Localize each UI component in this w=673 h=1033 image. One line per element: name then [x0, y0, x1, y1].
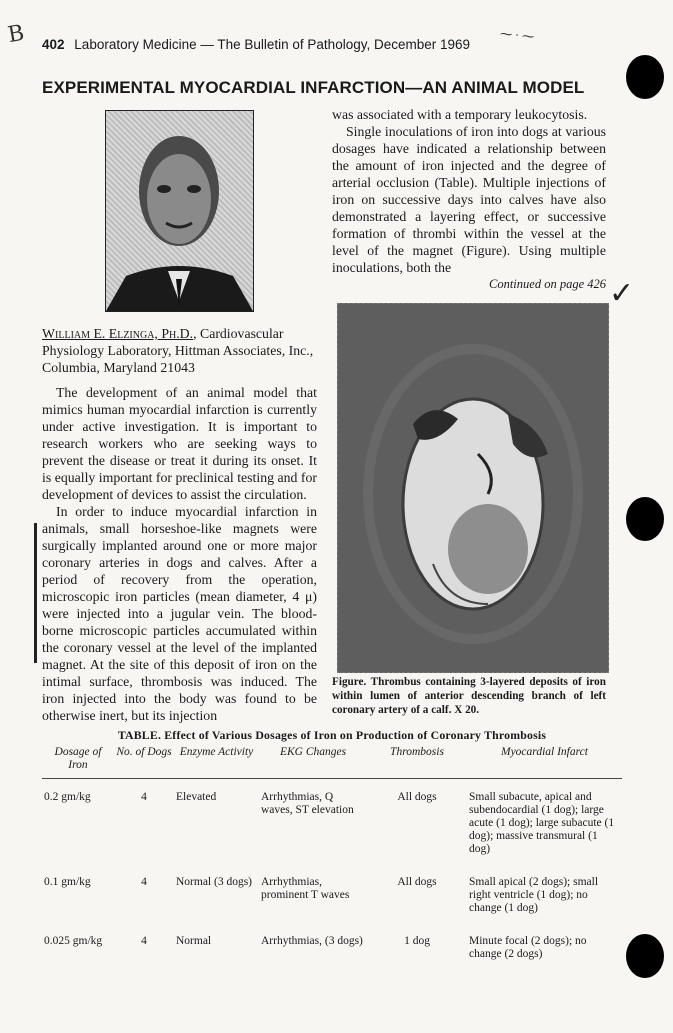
- table-cell: 0.1 gm/kg: [44, 876, 91, 888]
- figure-caption: Figure. Thrombus containing 3-layered deposits of iron within lumen of anterior descending branch of left coronary artery of a calf. X 20.: [332, 676, 606, 716]
- table-row: [42, 929, 622, 975]
- punch-hole: [626, 497, 664, 541]
- table-cell: All dogs: [397, 791, 437, 803]
- check-mark: ✓: [609, 277, 635, 310]
- column-header: Dosage of Iron: [42, 744, 114, 779]
- left-column: [42, 325, 317, 724]
- paragraph: In order to induce myocardial infarction in animals, small horseshoe-like magnets were surgically implanted around one or more major coronary arteries in dogs and calves. After a period of recovery from the operation, microscopic iron particles (mean diameter, 4 μ) were injected into a jugular vein. The blood-borne microscopic particles accumulated within the coronary vessel at the level of the implanted magnet. At the site of this deposit of iron on the intimal surface, thrombosis was induced. The iron injected into the body was found to be otherwise inert, but its injection: [42, 504, 317, 723]
- table-cell: 1 dog: [404, 935, 430, 947]
- running-header: [42, 37, 470, 52]
- handwritten-mark: B: [5, 20, 27, 49]
- table-cell: Arrhythmias, (3 dogs): [261, 935, 363, 947]
- table-cell: 0.025 gm/kg: [44, 935, 103, 947]
- continued-note: Continued on page 426: [488, 277, 606, 291]
- table-cell: All dogs: [397, 876, 437, 888]
- table-cell: Small apical (2 dogs); small right ventricle (1 dog); no change (1 dog): [469, 876, 599, 914]
- table-cell: Normal: [176, 935, 212, 947]
- table-cell: Minute focal (2 dogs); no change (2 dogs): [469, 935, 587, 960]
- right-column: [332, 106, 606, 293]
- paragraph: The development of an animal model that mimics human myocardial infarction is currently under active investigation. It is important to research workers who are seeking ways to prevent the disease or treat it during its onset. It is equally important for preclinical testing and for development of devices to assist the circulation.: [42, 385, 317, 502]
- table-title: TABLE. Effect of Various Dosages of Iron on Production of Coronary Thrombosis: [117, 728, 547, 742]
- table-cell: Elevated: [176, 791, 217, 803]
- column-header: Myocardial Infarct: [467, 744, 622, 779]
- author-affiliation: , Cardiovascular Physiology Laboratory, Hittman Associates, Inc., Columbia, Maryland 21043: [42, 326, 314, 375]
- page-number: 402: [42, 37, 65, 52]
- author-line: [42, 325, 317, 376]
- table-row: [42, 870, 622, 929]
- author-name: William E. Elzinga, Ph.D.: [42, 326, 194, 341]
- margin-scribble: ⁓ · ⁓: [499, 26, 535, 44]
- article-title: EXPERIMENTAL MYOCARDIAL INFARCTION—AN ANIMAL MODEL: [42, 78, 585, 97]
- table-row: [42, 779, 622, 871]
- column-header: EKG Changes: [259, 744, 367, 779]
- results-table: [42, 744, 622, 975]
- table-header-row: [42, 744, 622, 779]
- table-cell: Arrhythmias, Q waves, ST elevation: [261, 791, 354, 816]
- paragraph: was associated with a temporary leukocytosis.: [332, 107, 588, 122]
- author-photo: [105, 110, 254, 312]
- margin-marking: [34, 523, 37, 663]
- table-cell: Arrhythmias, prominent T waves: [261, 876, 350, 901]
- column-header: Thrombosis: [367, 744, 467, 779]
- table-cell: 4: [141, 876, 147, 888]
- punch-hole: [626, 934, 664, 978]
- column-header: Enzyme Activity: [174, 744, 259, 779]
- micrograph-figure: [337, 303, 609, 673]
- column-header: No. of Dogs: [114, 744, 174, 779]
- paragraph: Single inoculations of iron into dogs at various dosages have indicated a relationship between the amount of iron injected and the degree of arterial occlusion (Table). Multiple injections of iron on successive days into calves have also demonstrated a layering effect, or successive formation of thrombi within the vessel at the level of the magnet (Figure). Using multiple inoculations, both the: [332, 124, 606, 275]
- journal-name: Laboratory Medicine — The Bulletin of Pathology, December 1969: [74, 37, 471, 52]
- table-cell: 4: [141, 935, 147, 947]
- punch-hole: [626, 55, 664, 99]
- table-cell: Small subacute, apical and subendocardial (1 dog); large acute (1 dog); large subacute (1 dog); massive transmural (1 dog): [469, 791, 615, 855]
- table-cell: 4: [141, 791, 147, 803]
- table-cell: 0.2 gm/kg: [44, 791, 91, 803]
- table-cell: Normal (3 dogs): [176, 876, 253, 888]
